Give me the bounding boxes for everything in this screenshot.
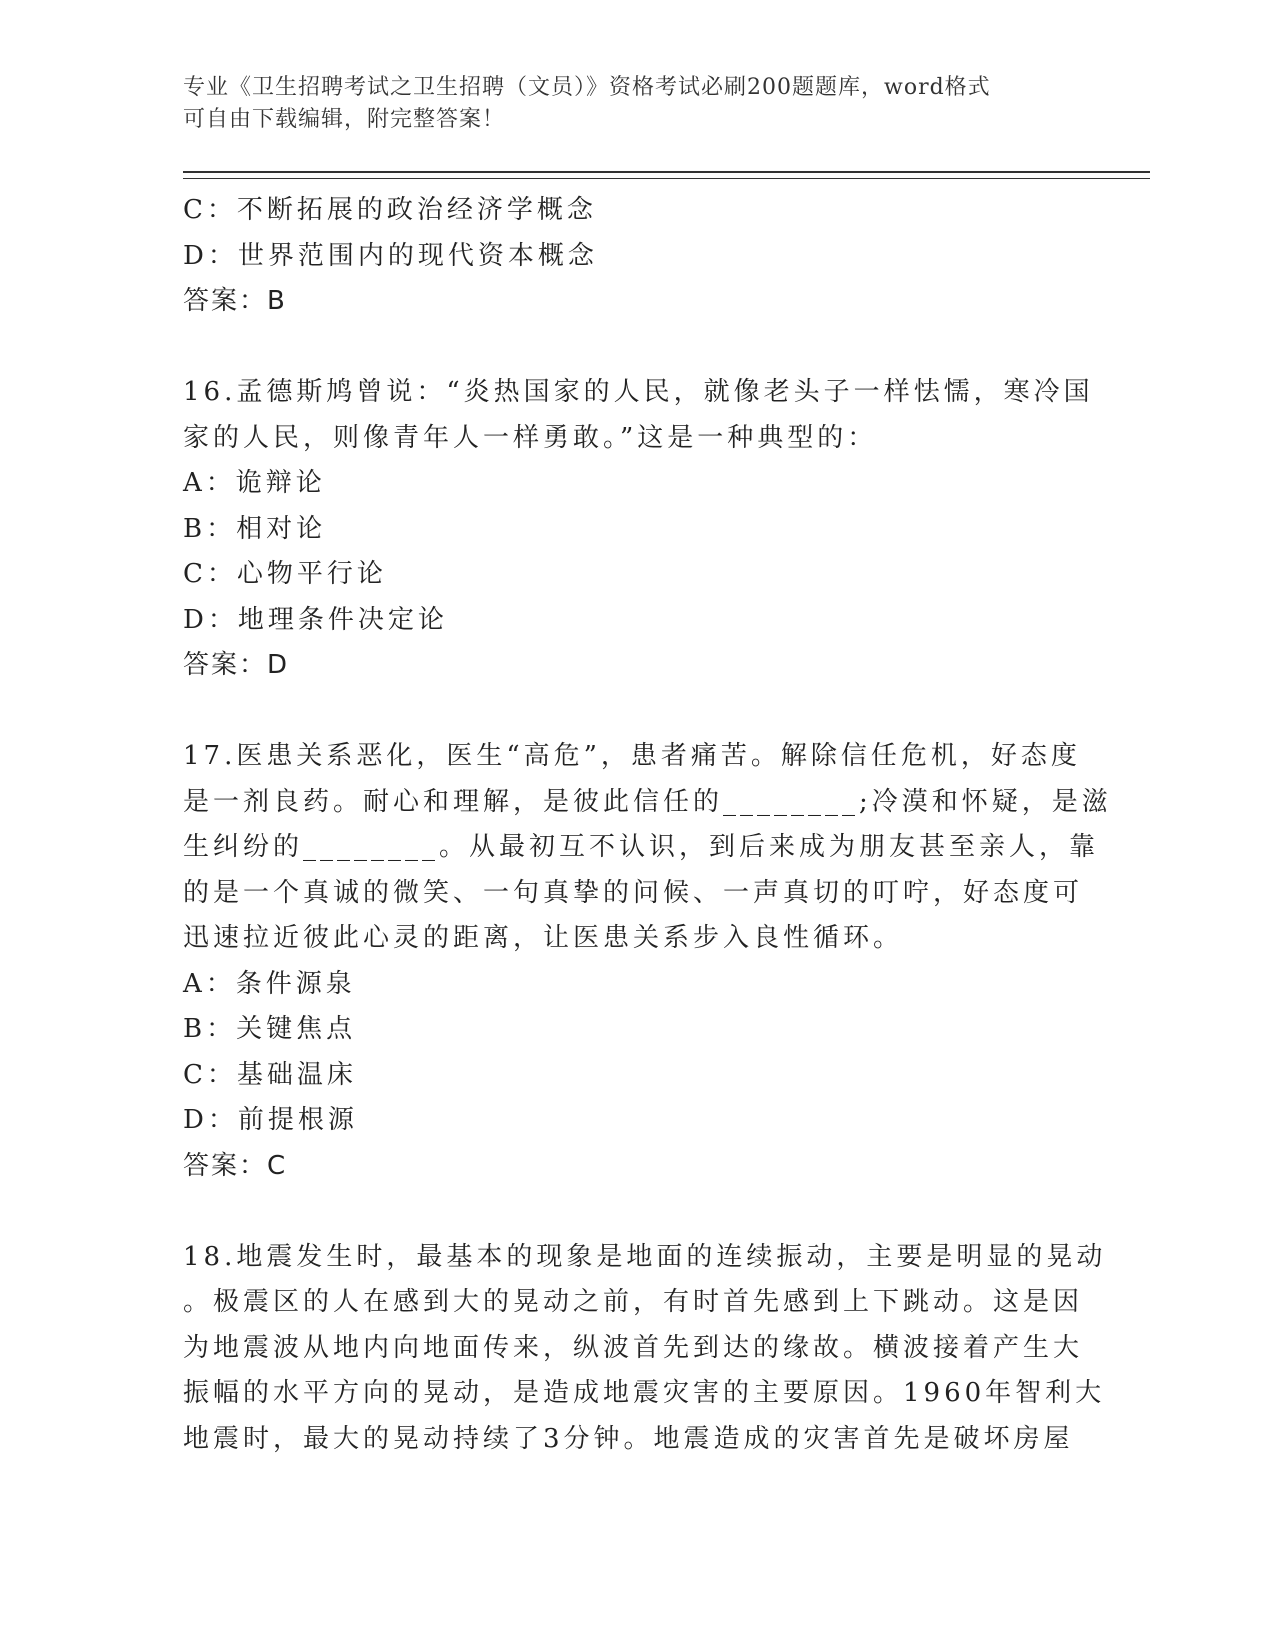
option-d: D：世界范围内的现代资本概念 <box>183 240 598 271</box>
spacer <box>183 689 1083 735</box>
question-text-line: 家的人民，则像青年人一样勇敢。”这是一种典型的： <box>183 422 878 453</box>
spacer <box>183 1189 1083 1235</box>
answer: 答案：D <box>183 650 290 680</box>
option-c: C：不断拓展的政治经济学概念 <box>183 195 597 225</box>
question-text-line: 17.医患关系恶化，医生“高危”，患者痛苦。解除信任危机，好态度 <box>183 741 1081 771</box>
answer: 答案：C <box>183 1150 288 1181</box>
header-rule-thin <box>183 178 1150 179</box>
document-body <box>183 188 1112 1462</box>
spacer <box>183 325 1083 371</box>
header-rule-thick <box>183 171 1150 173</box>
option-a: A：诡辩论 <box>183 468 326 498</box>
option-c: C：心物平行论 <box>183 559 387 589</box>
previous-question <box>183 188 1083 325</box>
question-text-line: 地震时，最大的晃动持续了3分钟。地震造成的灾害首先是破坏房屋 <box>183 1423 1074 1454</box>
question-text-line: 18.地震发生时，最基本的现象是地面的连续振动，主要是明显的晃动 <box>183 1241 1107 1272</box>
answer: 答案：B <box>183 286 287 316</box>
header-line-1: 专业《卫生招聘考试之卫生招聘（文员）》资格考试必刷200题题库，word格式 <box>183 75 991 100</box>
question-text-line: 为地震波从地内向地面传来，纵波首先到达的缘故。横波接着产生大 <box>183 1332 1084 1363</box>
option-d: D：地理条件决定论 <box>183 604 448 635</box>
document-header <box>183 72 1063 136</box>
question-16 <box>183 370 1094 689</box>
option-b: B：关键焦点 <box>183 1014 357 1044</box>
header-line-2: 可自由下载编辑，附完整答案！ <box>183 107 506 132</box>
question-text-line: 。极震区的人在感到大的晃动之前，有时首先感到上下跳动。这是因 <box>183 1287 1084 1317</box>
question-text-line: 是一剂良药。耐心和理解，是彼此信任的________;冷漠和怀疑，是滋 <box>183 786 1112 817</box>
question-text-line: 迅速拉近彼此心灵的距离，让医患关系步入良性循环。 <box>183 923 904 953</box>
question-17 <box>183 734 1112 1189</box>
question-text-line: 生纠纷的________。从最初互不认识，到后来成为朋友甚至亲人，靠 <box>183 832 1100 862</box>
option-d: D：前提根源 <box>183 1105 358 1135</box>
option-a: A：条件源泉 <box>183 968 356 999</box>
option-b: B：相对论 <box>183 513 327 544</box>
question-18 <box>183 1235 1107 1463</box>
question-text-line: 的是一个真诚的微笑、一句真挚的问候、一声真切的叮咛，好态度可 <box>183 877 1084 908</box>
question-text-line: 振幅的水平方向的晃动，是造成地震灾害的主要原因。1960年智利大 <box>183 1378 1106 1408</box>
option-c: C：基础温床 <box>183 1059 357 1090</box>
question-text-line: 16.孟德斯鸠曾说：“炎热国家的人民，就像老头子一样怯懦，寒冷国 <box>183 377 1094 407</box>
